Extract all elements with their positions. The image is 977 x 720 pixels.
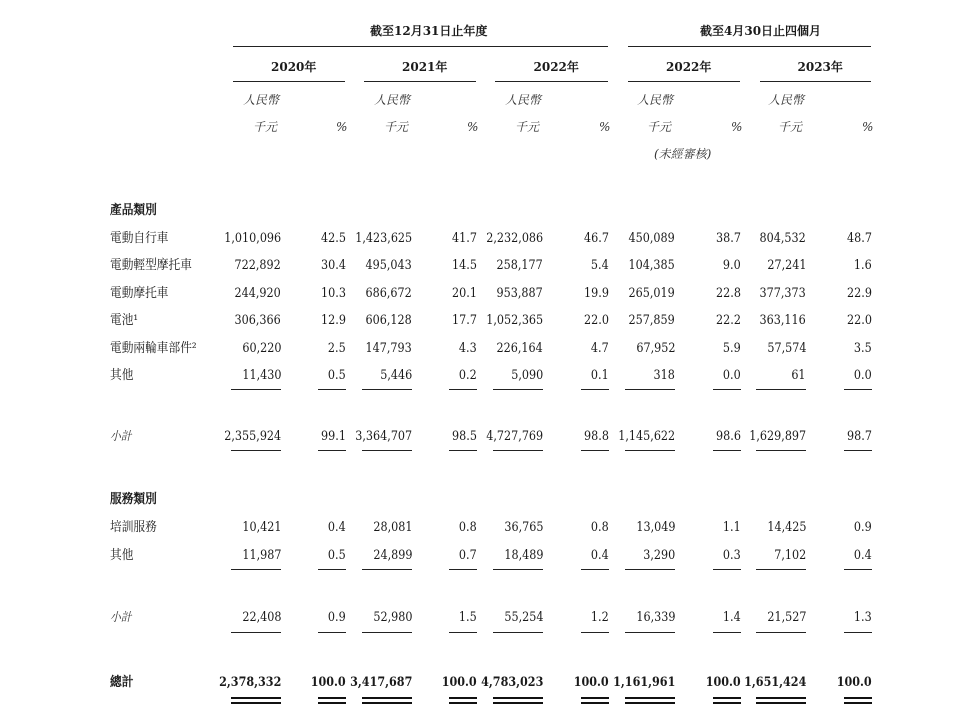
product-row-cell: 686,672: [365, 286, 412, 301]
service-row-cell: 0.4: [854, 548, 872, 563]
product-row-cell: 2,232,086: [486, 231, 543, 246]
total-double-rule: [844, 697, 872, 699]
product-subtotal-cell: 98.6: [716, 429, 741, 444]
subtotal-rule: [493, 632, 543, 633]
period-underline: [628, 81, 740, 82]
service-row-cell: 0.7: [459, 548, 477, 563]
service-row-cell: 13,049: [635, 520, 675, 535]
product-row-cell: 450,089: [628, 231, 675, 246]
service-subtotal-cell: 52,980: [372, 610, 412, 625]
product-subtotal-label: 小計: [110, 429, 132, 443]
service-subtotal-cell: 55,254: [503, 610, 543, 625]
subtotal-rule: [318, 632, 346, 633]
total-double-rule: [362, 702, 412, 704]
currency-label: 人民幣: [243, 93, 280, 107]
service-row-cell: 18,489: [503, 548, 543, 563]
service-row-cell: 3,290: [642, 548, 675, 563]
total-double-rule: [449, 697, 477, 699]
percent-label: %: [336, 120, 348, 134]
product-row-cell: 61: [791, 368, 806, 383]
subtotal-rule: [625, 389, 675, 390]
subtotal-rule: [362, 632, 412, 633]
product-row-cell: 3.5: [854, 341, 872, 356]
subtotal-rule: [231, 450, 281, 451]
service-row-cell: 24,899: [372, 548, 412, 563]
total-double-rule: [231, 697, 281, 699]
currency-label: 人民幣: [768, 93, 805, 107]
product-row-cell: 20.1: [452, 286, 477, 301]
subtotal-rule: [318, 389, 346, 390]
grand-total-cell: 1,651,424: [743, 675, 806, 690]
product-row-cell: 41.7: [452, 231, 477, 246]
service-subtotal-cell: 16,339: [635, 610, 675, 625]
product-row-cell: 0.5: [328, 368, 346, 383]
subtotal-rule: [844, 569, 872, 570]
total-double-rule: [493, 702, 543, 704]
unaudited-note: (未經審核): [654, 147, 712, 161]
service-subtotal-cell: 22,408: [241, 610, 281, 625]
product-row-cell: 1,423,625: [355, 231, 412, 246]
subtotal-rule: [449, 569, 477, 570]
subtotal-rule: [844, 450, 872, 451]
product-subtotal-cell: 3,364,707: [355, 429, 412, 444]
product-row-label: 電動摩托車: [110, 286, 169, 301]
subtotal-rule: [231, 569, 281, 570]
total-double-rule: [756, 702, 806, 704]
service-row-cell: 0.4: [591, 548, 609, 563]
total-double-rule: [625, 697, 675, 699]
subtotal-rule: [581, 389, 609, 390]
unit-label: 千元: [384, 120, 409, 134]
subtotal-rule: [362, 450, 412, 451]
product-row-cell: 2.5: [328, 341, 346, 356]
product-row-cell: 60,220: [241, 341, 281, 356]
period-header: 2023年: [797, 60, 843, 74]
subtotal-rule: [493, 450, 543, 451]
product-row-cell: 244,920: [234, 286, 281, 301]
product-row-cell: 5,090: [510, 368, 543, 383]
currency-label: 人民幣: [374, 93, 411, 107]
product-row-label: 電動兩輪車部件²: [110, 341, 197, 356]
product-row-cell: 953,887: [496, 286, 543, 301]
product-row-cell: 9.0: [723, 258, 741, 273]
grand-total-cell: 4,783,023: [480, 675, 543, 690]
product-subtotal-cell: 1,145,622: [618, 429, 675, 444]
product-row-cell: 22.0: [584, 313, 609, 328]
service-subtotal-cell: 1.2: [591, 610, 609, 625]
product-row-label: 電動輕型摩托車: [110, 258, 192, 273]
product-row-cell: 42.5: [321, 231, 346, 246]
subtotal-rule: [844, 389, 872, 390]
total-double-rule: [625, 702, 675, 704]
total-double-rule: [713, 702, 741, 704]
total-double-rule: [581, 702, 609, 704]
total-double-rule: [713, 697, 741, 699]
grand-total-cell: 1,161,961: [612, 675, 675, 690]
total-double-rule: [493, 697, 543, 699]
period-underline: [495, 81, 608, 82]
service-row-cell: 7,102: [773, 548, 806, 563]
service-subtotal-cell: 21,527: [766, 610, 806, 625]
currency-label: 人民幣: [637, 93, 674, 107]
subtotal-rule: [625, 450, 675, 451]
product-row-cell: 363,116: [759, 313, 806, 328]
grand-total-cell: 3,417,687: [349, 675, 412, 690]
product-row-cell: 22.2: [716, 313, 741, 328]
subtotal-rule: [449, 389, 477, 390]
service-row-cell: 1.1: [723, 520, 741, 535]
product-row-cell: 147,793: [365, 341, 412, 356]
product-row-cell: 0.0: [854, 368, 872, 383]
product-row-cell: 67,952: [635, 341, 675, 356]
section-title-products: 產品類別: [110, 203, 157, 218]
product-row-cell: 48.7: [847, 231, 872, 246]
subtotal-rule: [713, 632, 741, 633]
product-row-cell: 258,177: [496, 258, 543, 273]
subtotal-rule: [713, 450, 741, 451]
period-header: 2022年: [533, 60, 579, 74]
product-row-cell: 804,532: [759, 231, 806, 246]
product-row-cell: 10.3: [321, 286, 346, 301]
service-subtotal-cell: 0.9: [328, 610, 346, 625]
subtotal-rule: [362, 569, 412, 570]
product-row-cell: 104,385: [628, 258, 675, 273]
product-row-cell: 5.9: [723, 341, 741, 356]
product-row-cell: 722,892: [234, 258, 281, 273]
product-row-cell: 4.7: [591, 341, 609, 356]
product-row-cell: 38.7: [716, 231, 741, 246]
subtotal-rule: [756, 389, 806, 390]
grand-total-cell: 100.0: [441, 675, 477, 690]
product-row-cell: 5,446: [379, 368, 412, 383]
service-row-cell: 0.3: [723, 548, 741, 563]
unit-label: 千元: [515, 120, 540, 134]
product-row-cell: 30.4: [321, 258, 346, 273]
product-row-cell: 4.3: [459, 341, 477, 356]
product-row-cell: 495,043: [365, 258, 412, 273]
period-underline: [233, 81, 345, 82]
period-header: 2021年: [402, 60, 448, 74]
percent-label: %: [467, 120, 479, 134]
product-row-label: 電池¹: [110, 313, 139, 328]
product-row-cell: 306,366: [234, 313, 281, 328]
subtotal-rule: [713, 569, 741, 570]
product-row-cell: 257,859: [628, 313, 675, 328]
grand-total-label: 總計: [110, 675, 134, 690]
product-row-cell: 11,430: [241, 368, 281, 383]
percent-label: %: [862, 120, 874, 134]
product-row-cell: 14.5: [452, 258, 477, 273]
unit-label: 千元: [778, 120, 803, 134]
product-row-cell: 1.6: [854, 258, 872, 273]
product-row-cell: 1,052,365: [486, 313, 543, 328]
product-row-cell: 57,574: [766, 341, 806, 356]
service-subtotal-cell: 1.3: [854, 610, 872, 625]
subtotal-rule: [231, 632, 281, 633]
service-row-label: 培訓服務: [110, 520, 157, 535]
product-subtotal-cell: 98.5: [452, 429, 477, 444]
subtotal-rule: [493, 569, 543, 570]
grand-total-cell: 100.0: [310, 675, 346, 690]
total-double-rule: [581, 697, 609, 699]
percent-label: %: [599, 120, 611, 134]
subtotal-rule: [231, 389, 281, 390]
product-row-cell: 226,164: [496, 341, 543, 356]
product-row-cell: 12.9: [321, 313, 346, 328]
grand-total-cell: 100.0: [836, 675, 872, 690]
subtotal-rule: [625, 569, 675, 570]
product-row-label: 其他: [110, 368, 134, 383]
unit-label: 千元: [647, 120, 672, 134]
service-row-cell: 14,425: [766, 520, 806, 535]
product-row-cell: 0.1: [591, 368, 609, 383]
product-subtotal-cell: 1,629,897: [749, 429, 806, 444]
product-subtotal-cell: 4,727,769: [486, 429, 543, 444]
product-row-cell: 22.9: [847, 286, 872, 301]
period-underline: [364, 81, 476, 82]
service-row-label: 其他: [110, 548, 134, 563]
group-header-period: 截至4月30日止四個月: [700, 24, 822, 38]
product-subtotal-cell: 98.8: [584, 429, 609, 444]
subtotal-rule: [756, 450, 806, 451]
subtotal-rule: [493, 389, 543, 390]
product-row-cell: 0.0: [723, 368, 741, 383]
grand-total-cell: 2,378,332: [218, 675, 281, 690]
grand-total-cell: 100.0: [705, 675, 741, 690]
currency-label: 人民幣: [505, 93, 542, 107]
product-subtotal-cell: 98.7: [847, 429, 872, 444]
product-row-cell: 17.7: [452, 313, 477, 328]
service-subtotal-cell: 1.5: [459, 610, 477, 625]
service-subtotal-label: 小計: [110, 610, 132, 624]
total-double-rule: [362, 697, 412, 699]
period-header: 2020年: [271, 60, 317, 74]
total-double-rule: [318, 697, 346, 699]
product-row-cell: 46.7: [584, 231, 609, 246]
total-double-rule: [231, 702, 281, 704]
product-row-cell: 606,128: [365, 313, 412, 328]
product-row-cell: 5.4: [591, 258, 609, 273]
service-row-cell: 36,765: [503, 520, 543, 535]
product-row-cell: 27,241: [766, 258, 806, 273]
service-row-cell: 0.9: [854, 520, 872, 535]
grand-total-cell: 100.0: [573, 675, 609, 690]
subtotal-rule: [844, 632, 872, 633]
subtotal-rule: [756, 569, 806, 570]
product-row-cell: 22.0: [847, 313, 872, 328]
service-row-cell: 11,987: [241, 548, 281, 563]
subtotal-rule: [318, 450, 346, 451]
product-row-cell: 0.2: [459, 368, 477, 383]
total-double-rule: [844, 702, 872, 704]
subtotal-rule: [581, 450, 609, 451]
product-row-cell: 22.8: [716, 286, 741, 301]
service-subtotal-cell: 1.4: [723, 610, 741, 625]
product-row-cell: 19.9: [584, 286, 609, 301]
service-row-cell: 0.4: [328, 520, 346, 535]
subtotal-rule: [318, 569, 346, 570]
product-row-cell: 1,010,096: [224, 231, 281, 246]
product-subtotal-cell: 2,355,924: [224, 429, 281, 444]
service-row-cell: 0.8: [459, 520, 477, 535]
product-row-label: 電動自行車: [110, 231, 169, 246]
subtotal-rule: [581, 569, 609, 570]
product-row-cell: 377,373: [759, 286, 806, 301]
total-double-rule: [318, 702, 346, 704]
percent-label: %: [731, 120, 743, 134]
subtotal-rule: [362, 389, 412, 390]
product-row-cell: 318: [653, 368, 675, 383]
section-title-services: 服務類別: [110, 492, 157, 507]
service-row-cell: 0.5: [328, 548, 346, 563]
service-row-cell: 28,081: [372, 520, 412, 535]
period-underline: [760, 81, 871, 82]
service-row-cell: 10,421: [241, 520, 281, 535]
group-underline-year: [233, 46, 608, 47]
subtotal-rule: [449, 632, 477, 633]
subtotal-rule: [625, 632, 675, 633]
subtotal-rule: [449, 450, 477, 451]
group-underline-period: [628, 46, 871, 47]
subtotal-rule: [713, 389, 741, 390]
group-header-year: 截至12月31日止年度: [370, 24, 488, 38]
total-double-rule: [449, 702, 477, 704]
period-header: 2022年: [666, 60, 712, 74]
total-double-rule: [756, 697, 806, 699]
service-row-cell: 0.8: [591, 520, 609, 535]
product-subtotal-cell: 99.1: [321, 429, 346, 444]
unit-label: 千元: [253, 120, 278, 134]
subtotal-rule: [581, 632, 609, 633]
product-row-cell: 265,019: [628, 286, 675, 301]
subtotal-rule: [756, 632, 806, 633]
